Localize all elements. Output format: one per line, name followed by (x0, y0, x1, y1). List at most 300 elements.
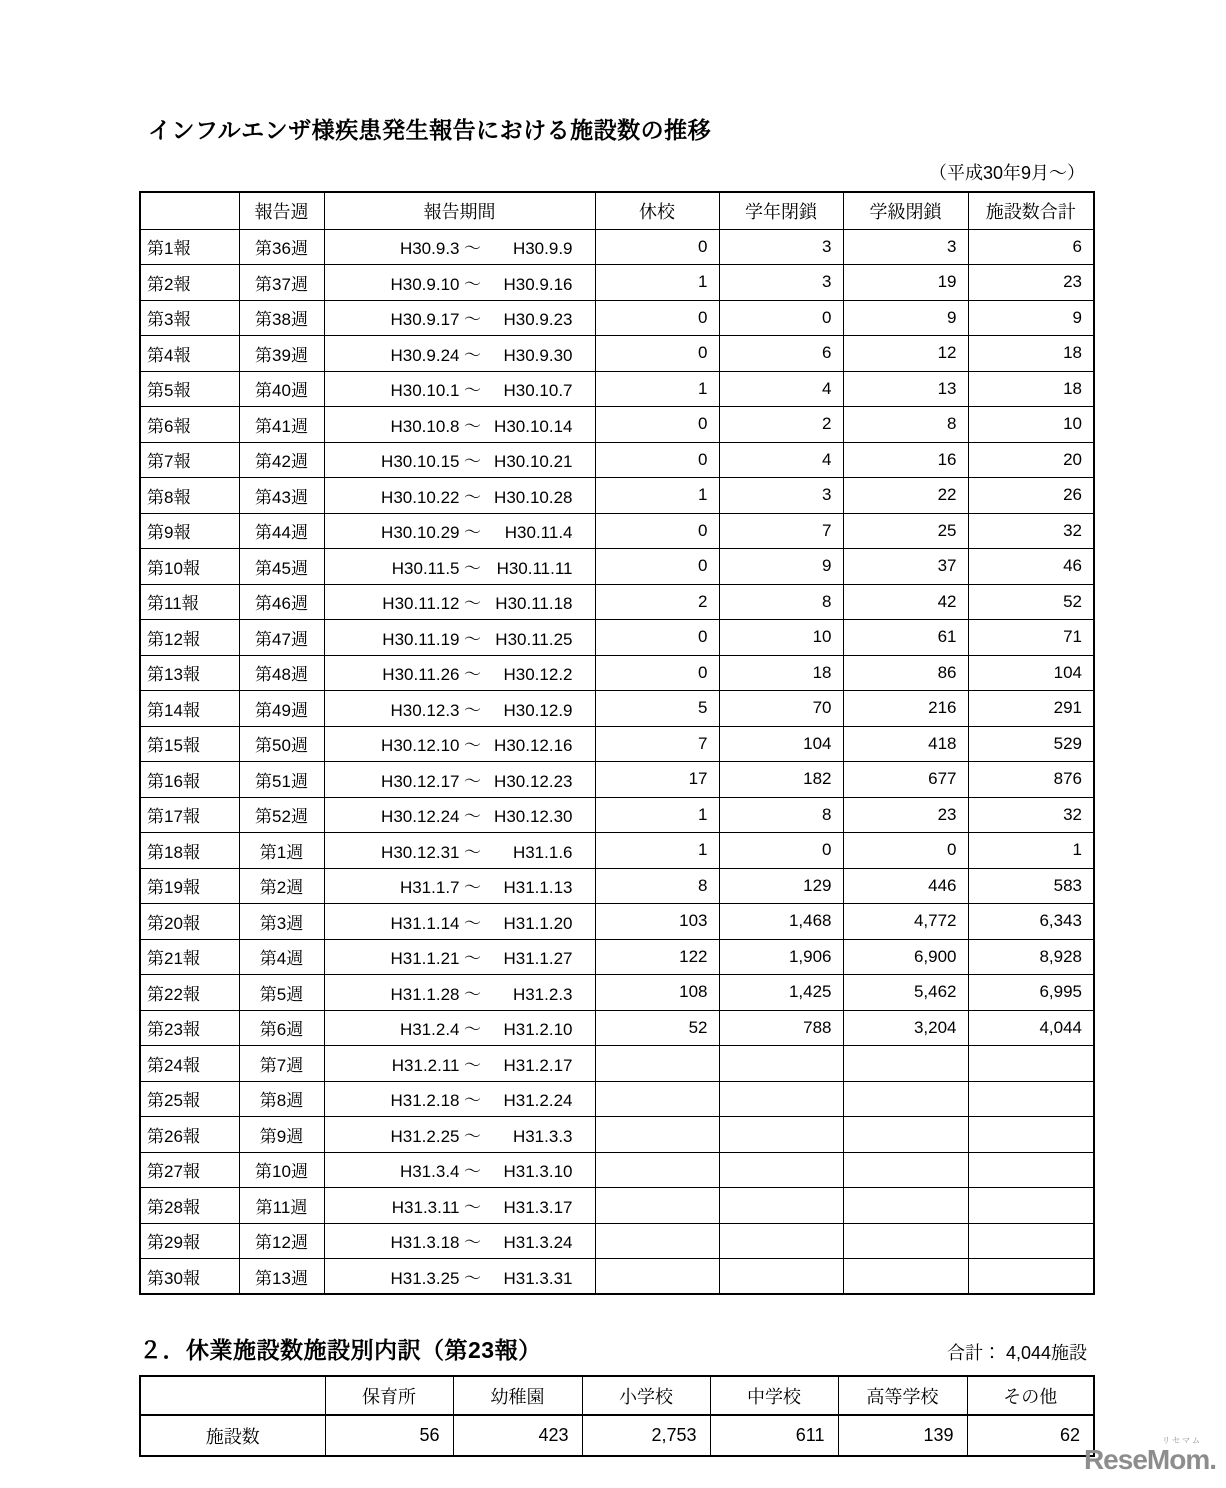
period-tilde: ～ (464, 984, 481, 1004)
period-tilde: ～ (464, 700, 481, 720)
report-week-cell: 第44週 (239, 513, 324, 549)
report-week-cell: 第4週 (239, 939, 324, 975)
breakdown-junior-high-value: 611 (710, 1415, 838, 1456)
report-number-cell: 第7報 (140, 442, 239, 478)
report-week-cell: 第46週 (239, 584, 324, 620)
report-period-cell (324, 868, 595, 904)
report-period-cell (324, 1010, 595, 1046)
grade-closure-cell (719, 1152, 843, 1188)
report-week-cell: 第13週 (239, 1259, 324, 1295)
report-number-cell: 第20報 (140, 904, 239, 940)
school-closed-cell: 1 (595, 371, 719, 407)
grade-closure-cell: 1,468 (719, 904, 843, 940)
period-start: H31.2.4 (399, 1020, 460, 1040)
report-period-cell (324, 1081, 595, 1117)
breakdown-header-row (140, 1376, 1094, 1415)
total-facilities-cell: 104 (968, 655, 1094, 691)
report-number-cell: 第28報 (140, 1188, 239, 1224)
header-report-week: 報告週 (239, 192, 324, 229)
table-row (140, 513, 1094, 549)
table-header-row (140, 192, 1094, 229)
report-week-cell: 第52週 (239, 797, 324, 833)
grade-closure-cell: 788 (719, 1010, 843, 1046)
period-end: H30.12.9 (503, 700, 573, 720)
grade-closure-cell: 3 (719, 478, 843, 514)
report-period-cell (324, 265, 595, 301)
period-start: H30.12.31 (381, 842, 460, 862)
report-week-cell: 第5週 (239, 975, 324, 1011)
class-closure-cell: 4,772 (843, 904, 968, 940)
total-facilities-cell: 9 (968, 300, 1094, 336)
period-start: H31.2.25 (390, 1126, 460, 1146)
total-facilities-cell: 291 (968, 691, 1094, 727)
report-period-cell (324, 1188, 595, 1224)
period-tilde: ～ (464, 523, 481, 543)
report-number-cell: 第10報 (140, 549, 239, 585)
period-tilde: ～ (464, 558, 481, 578)
report-period-cell (324, 904, 595, 940)
class-closure-cell (843, 1188, 968, 1224)
report-week-cell: 第2週 (239, 868, 324, 904)
header-school-closed: 休校 (595, 192, 719, 229)
total-facilities-cell: 6,343 (968, 904, 1094, 940)
report-week-cell: 第51週 (239, 762, 324, 798)
class-closure-cell: 19 (843, 265, 968, 301)
period-start: H30.11.5 (391, 558, 460, 578)
class-closure-cell (843, 1081, 968, 1117)
period-tilde: ～ (464, 913, 481, 933)
grade-closure-cell: 4 (719, 371, 843, 407)
report-period-cell (324, 300, 595, 336)
total-facilities-cell: 32 (968, 797, 1094, 833)
table-row (140, 904, 1094, 940)
school-closed-cell: 0 (595, 336, 719, 372)
breakdown-header-kindergarten: 幼稚園 (453, 1376, 582, 1415)
school-closed-cell: 17 (595, 762, 719, 798)
period-tilde: ～ (464, 736, 481, 756)
report-week-cell: 第48週 (239, 655, 324, 691)
report-period-cell (324, 975, 595, 1011)
period-start: H30.9.10 (390, 274, 460, 294)
period-start: H31.1.7 (399, 878, 460, 898)
period-start: H30.10.29 (381, 523, 460, 543)
report-number-cell: 第3報 (140, 300, 239, 336)
class-closure-cell (843, 1046, 968, 1082)
school-closed-cell: 8 (595, 868, 719, 904)
period-start: H30.12.3 (390, 700, 460, 720)
period-tilde: ～ (464, 1055, 481, 1075)
period-start: H30.9.24 (390, 345, 460, 365)
grade-closure-cell: 6 (719, 336, 843, 372)
report-period-cell (324, 1259, 595, 1295)
report-period-cell (324, 691, 595, 727)
period-end: H31.2.10 (503, 1020, 573, 1040)
report-number-cell: 第30報 (140, 1259, 239, 1295)
report-number-cell: 第1報 (140, 229, 239, 265)
breakdown-header-high-school: 高等学校 (838, 1376, 967, 1415)
report-week-cell: 第42週 (239, 442, 324, 478)
class-closure-cell: 9 (843, 300, 968, 336)
school-closed-cell (595, 1046, 719, 1082)
report-week-cell: 第41週 (239, 407, 324, 443)
report-number-cell: 第21報 (140, 939, 239, 975)
table-row (140, 549, 1094, 585)
table-row (140, 1152, 1094, 1188)
table-row (140, 726, 1094, 762)
report-period-cell (324, 939, 595, 975)
grade-closure-cell: 0 (719, 833, 843, 869)
period-end: H31.2.17 (503, 1055, 573, 1075)
report-number-cell: 第19報 (140, 868, 239, 904)
period-tilde: ～ (464, 842, 481, 862)
report-period-cell (324, 229, 595, 265)
period-tilde: ～ (464, 381, 481, 401)
report-number-cell: 第5報 (140, 371, 239, 407)
period-start: H31.3.18 (390, 1233, 460, 1253)
grade-closure-cell: 2 (719, 407, 843, 443)
period-tilde: ～ (464, 807, 481, 827)
report-week-cell: 第38週 (239, 300, 324, 336)
period-end: H30.11.4 (504, 523, 573, 543)
period-tilde: ～ (464, 594, 481, 614)
period-tilde: ～ (464, 345, 481, 365)
report-period-cell (324, 1046, 595, 1082)
class-closure-cell: 16 (843, 442, 968, 478)
total-facilities-cell: 52 (968, 584, 1094, 620)
class-closure-cell (843, 1223, 968, 1259)
period-end: H31.3.10 (503, 1162, 573, 1182)
report-number-cell: 第22報 (140, 975, 239, 1011)
class-closure-cell: 37 (843, 549, 968, 585)
class-closure-cell: 3 (843, 229, 968, 265)
period-end: H30.11.25 (495, 629, 573, 649)
report-week-cell: 第43週 (239, 478, 324, 514)
table-row (140, 584, 1094, 620)
grade-closure-cell: 0 (719, 300, 843, 336)
report-period-cell (324, 513, 595, 549)
total-facilities-cell (968, 1152, 1094, 1188)
grade-closure-cell: 10 (719, 620, 843, 656)
report-period-cell (324, 726, 595, 762)
table-row (140, 442, 1094, 478)
section2-title: ２．休業施設数施設別内訳（第23報） (139, 1337, 542, 1363)
period-start: H30.9.17 (390, 310, 460, 330)
class-closure-cell: 12 (843, 336, 968, 372)
period-tilde: ～ (464, 487, 481, 507)
period-end: H30.12.30 (494, 807, 573, 827)
period-tilde: ～ (464, 1268, 481, 1288)
period-tilde: ～ (464, 274, 481, 294)
period-start: H30.11.26 (382, 665, 460, 685)
class-closure-cell: 216 (843, 691, 968, 727)
class-closure-cell (843, 1117, 968, 1153)
school-closed-cell: 1 (595, 797, 719, 833)
breakdown-data-row (140, 1415, 1094, 1456)
school-closed-cell: 122 (595, 939, 719, 975)
breakdown-header-other: その他 (967, 1376, 1094, 1415)
period-start: H31.1.21 (390, 949, 460, 969)
table-row (140, 1046, 1094, 1082)
period-tilde: ～ (464, 878, 481, 898)
period-end: H31.1.6 (512, 842, 573, 862)
report-number-cell: 第16報 (140, 762, 239, 798)
total-facilities-cell: 32 (968, 513, 1094, 549)
breakdown-header-elementary: 小学校 (582, 1376, 710, 1415)
total-facilities-cell: 6,995 (968, 975, 1094, 1011)
period-end: H30.10.7 (503, 381, 573, 401)
report-week-cell: 第45週 (239, 549, 324, 585)
class-closure-cell: 677 (843, 762, 968, 798)
period-start: H30.10.15 (381, 452, 460, 472)
table-row (140, 1081, 1094, 1117)
grade-closure-cell: 8 (719, 584, 843, 620)
report-number-cell: 第18報 (140, 833, 239, 869)
report-period-cell (324, 620, 595, 656)
table-row (140, 478, 1094, 514)
total-facilities-cell: 8,928 (968, 939, 1094, 975)
report-number-cell: 第25報 (140, 1081, 239, 1117)
report-number-cell: 第9報 (140, 513, 239, 549)
document-content (139, 0, 1093, 1457)
report-week-cell: 第9週 (239, 1117, 324, 1153)
school-closed-cell: 0 (595, 620, 719, 656)
period-end: H31.1.20 (503, 913, 573, 933)
total-facilities-cell (968, 1081, 1094, 1117)
period-end: H30.10.21 (494, 452, 573, 472)
period-end: H30.9.30 (503, 345, 573, 365)
class-closure-cell: 8 (843, 407, 968, 443)
period-start: H30.10.8 (390, 416, 460, 436)
breakdown-high-school-value: 139 (838, 1415, 967, 1456)
breakdown-kindergarten-value: 423 (453, 1415, 582, 1456)
grade-closure-cell: 9 (719, 549, 843, 585)
class-closure-cell: 0 (843, 833, 968, 869)
period-tilde: ～ (464, 1091, 481, 1111)
school-closed-cell: 108 (595, 975, 719, 1011)
report-number-cell: 第2報 (140, 265, 239, 301)
header-blank (140, 192, 239, 229)
total-facilities-cell: 26 (968, 478, 1094, 514)
report-week-cell: 第3週 (239, 904, 324, 940)
grade-closure-cell (719, 1046, 843, 1082)
grade-closure-cell: 1,425 (719, 975, 843, 1011)
breakdown-elementary-value: 2,753 (582, 1415, 710, 1456)
period-start: H31.1.28 (390, 984, 460, 1004)
total-facilities-cell: 18 (968, 336, 1094, 372)
grade-closure-cell (719, 1188, 843, 1224)
report-period-cell (324, 762, 595, 798)
report-week-cell: 第6週 (239, 1010, 324, 1046)
school-closed-cell: 0 (595, 655, 719, 691)
period-start: H31.1.14 (390, 913, 460, 933)
total-facilities-cell: 6 (968, 229, 1094, 265)
total-facilities-cell: 23 (968, 265, 1094, 301)
school-closed-cell (595, 1259, 719, 1295)
resemom-watermark-logo (1084, 1437, 1216, 1474)
period-end: H30.10.14 (494, 416, 573, 436)
report-week-cell: 第1週 (239, 833, 324, 869)
table-row (140, 1010, 1094, 1046)
report-week-cell: 第7週 (239, 1046, 324, 1082)
grade-closure-cell (719, 1223, 843, 1259)
report-number-cell: 第15報 (140, 726, 239, 762)
table-row (140, 797, 1094, 833)
report-number-cell: 第11報 (140, 584, 239, 620)
period-tilde: ～ (464, 416, 481, 436)
school-closed-cell: 2 (595, 584, 719, 620)
period-end: H30.11.18 (495, 594, 573, 614)
total-facilities-cell (968, 1117, 1094, 1153)
grade-closure-cell: 1,906 (719, 939, 843, 975)
period-tilde: ～ (464, 1197, 481, 1217)
report-week-cell: 第37週 (239, 265, 324, 301)
period-end: H31.3.31 (503, 1268, 573, 1288)
report-week-cell: 第49週 (239, 691, 324, 727)
report-number-cell: 第14報 (140, 691, 239, 727)
report-number-cell: 第6報 (140, 407, 239, 443)
school-closed-cell: 1 (595, 833, 719, 869)
table-row (140, 336, 1094, 372)
school-closed-cell (595, 1081, 719, 1117)
period-end: H31.1.13 (503, 878, 573, 898)
table-row (140, 1223, 1094, 1259)
school-closed-cell: 103 (595, 904, 719, 940)
report-period-cell (324, 797, 595, 833)
report-period-cell (324, 1152, 595, 1188)
school-closed-cell (595, 1188, 719, 1224)
breakdown-header-nursery: 保育所 (325, 1376, 453, 1415)
header-total-facilities: 施設数合計 (968, 192, 1094, 229)
report-week-cell: 第39週 (239, 336, 324, 372)
total-facilities-cell: 4,044 (968, 1010, 1094, 1046)
school-closed-cell: 52 (595, 1010, 719, 1046)
table-row (140, 407, 1094, 443)
total-facilities-cell: 583 (968, 868, 1094, 904)
report-period-cell (324, 584, 595, 620)
grade-closure-cell: 18 (719, 655, 843, 691)
period-start: H31.3.4 (399, 1162, 460, 1182)
report-week-cell: 第47週 (239, 620, 324, 656)
report-week-cell: 第10週 (239, 1152, 324, 1188)
total-facilities-cell: 10 (968, 407, 1094, 443)
report-period-cell (324, 442, 595, 478)
report-period-cell (324, 407, 595, 443)
total-facilities-cell (968, 1046, 1094, 1082)
table-row (140, 939, 1094, 975)
report-week-cell: 第12週 (239, 1223, 324, 1259)
total-facilities-cell: 529 (968, 726, 1094, 762)
period-start: H30.10.22 (381, 487, 460, 507)
report-period-cell (324, 833, 595, 869)
report-number-cell: 第24報 (140, 1046, 239, 1082)
breakdown-nursery-value: 56 (325, 1415, 453, 1456)
period-start: H30.12.17 (381, 771, 460, 791)
period-end: H31.1.27 (503, 949, 573, 969)
report-number-cell: 第23報 (140, 1010, 239, 1046)
report-number-cell: 第27報 (140, 1152, 239, 1188)
period-tilde: ～ (464, 665, 481, 685)
table-row (140, 229, 1094, 265)
total-facilities-cell (968, 1223, 1094, 1259)
period-end: H30.9.23 (503, 310, 573, 330)
period-start: H31.3.11 (391, 1197, 460, 1217)
total-facilities-cell: 18 (968, 371, 1094, 407)
school-closed-cell: 0 (595, 407, 719, 443)
period-tilde: ～ (464, 629, 481, 649)
period-end: H31.3.17 (503, 1197, 573, 1217)
class-closure-cell: 418 (843, 726, 968, 762)
school-closed-cell: 5 (595, 691, 719, 727)
period-tilde: ～ (464, 1020, 481, 1040)
report-number-cell: 第8報 (140, 478, 239, 514)
grade-closure-cell: 8 (719, 797, 843, 833)
period-tilde: ～ (464, 452, 481, 472)
period-end: H30.10.28 (494, 487, 573, 507)
class-closure-cell: 42 (843, 584, 968, 620)
period-start: H30.12.10 (381, 736, 460, 756)
class-closure-cell: 5,462 (843, 975, 968, 1011)
report-number-cell: 第4報 (140, 336, 239, 372)
period-end: H31.2.3 (512, 984, 573, 1004)
table-row (140, 1188, 1094, 1224)
period-tilde: ～ (464, 310, 481, 330)
total-facilities-cell: 1 (968, 833, 1094, 869)
class-closure-cell (843, 1152, 968, 1188)
report-period-cell (324, 336, 595, 372)
breakdown-header-junior-high: 中学校 (710, 1376, 838, 1415)
period-start: H30.12.24 (381, 807, 460, 827)
class-closure-cell: 446 (843, 868, 968, 904)
period-start: H31.2.11 (391, 1055, 460, 1075)
report-period-cell (324, 655, 595, 691)
class-closure-cell: 22 (843, 478, 968, 514)
total-facilities-cell (968, 1259, 1094, 1295)
table-row (140, 655, 1094, 691)
report-period-cell (324, 1117, 595, 1153)
page-title: インフルエンザ様疾患発生報告における施設数の推移 (148, 117, 712, 143)
period-start: H30.10.1 (390, 381, 460, 401)
class-closure-cell: 23 (843, 797, 968, 833)
period-start: H30.9.3 (399, 239, 460, 259)
total-facilities-cell: 46 (968, 549, 1094, 585)
period-tilde: ～ (464, 1233, 481, 1253)
breakdown-header-blank (140, 1376, 325, 1415)
period-start: H30.11.19 (382, 629, 460, 649)
report-number-cell: 第29報 (140, 1223, 239, 1259)
class-closure-cell: 61 (843, 620, 968, 656)
period-end: H30.11.11 (496, 558, 573, 578)
school-closed-cell (595, 1223, 719, 1259)
period-tilde: ～ (464, 949, 481, 969)
period-start: H31.2.18 (390, 1091, 460, 1111)
total-facilities-cell (968, 1188, 1094, 1224)
period-end: H31.2.24 (503, 1091, 573, 1111)
report-number-cell: 第13報 (140, 655, 239, 691)
report-week-cell: 第50週 (239, 726, 324, 762)
table-row (140, 371, 1094, 407)
school-closed-cell (595, 1117, 719, 1153)
table-row (140, 833, 1094, 869)
watermark-text: ReseMom. (1083, 1444, 1216, 1475)
school-closed-cell: 0 (595, 549, 719, 585)
header-grade-closure: 学年閉鎖 (719, 192, 843, 229)
period-tilde: ～ (464, 771, 481, 791)
period-end: H31.3.24 (503, 1233, 573, 1253)
report-period-cell (324, 478, 595, 514)
school-closed-cell: 1 (595, 478, 719, 514)
grade-closure-cell (719, 1117, 843, 1153)
total-facilities-cell: 876 (968, 762, 1094, 798)
